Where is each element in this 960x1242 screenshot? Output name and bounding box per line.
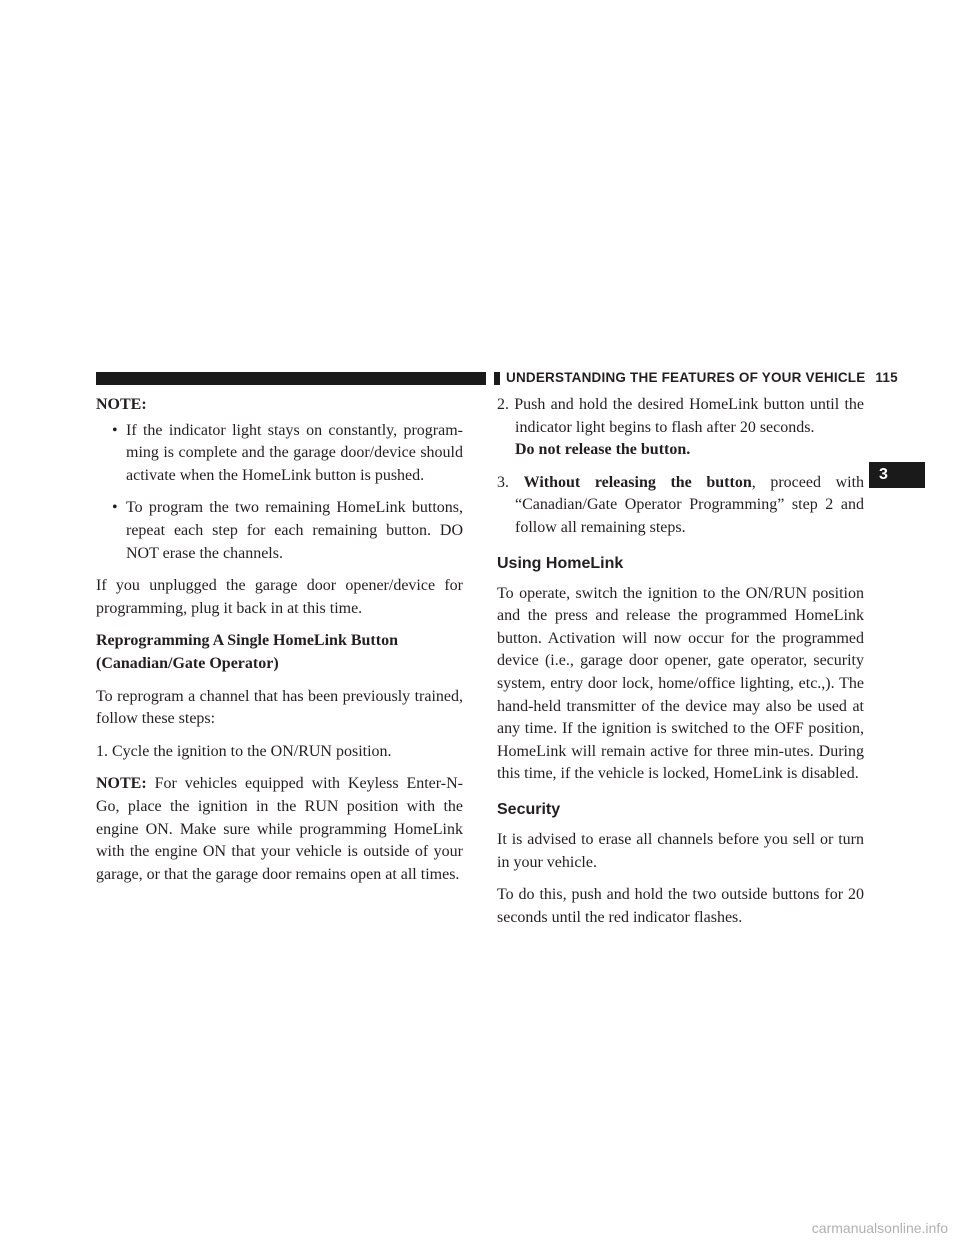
- security-heading: Security: [497, 800, 561, 818]
- left-column: [96, 394, 463, 896]
- step-2-bold: Do not release the button.: [515, 441, 691, 459]
- paragraph-reprogram: To reprogram a channel that has been previously trained, follow these steps:: [96, 687, 463, 728]
- paragraph-unplugged: If you unplugged the garage door opener/device for programming, plug it back in at this time.: [96, 577, 463, 617]
- note-bullet-list: [96, 420, 463, 566]
- running-header: [500, 367, 904, 389]
- subheading-line-2: (Canadian/Gate Operator): [96, 654, 279, 672]
- bullet-glyph: •: [112, 421, 118, 439]
- step-3-text: , proceed with “Canadian/Gate Operator Programming” step 2 and follow all remaining steps.: [515, 473, 865, 536]
- right-column: [497, 394, 864, 939]
- header-rule-left: [96, 372, 486, 385]
- security-paragraph-2: To do this, push and hold the two outside buttons for 20 seconds until the red indicator flashes.: [497, 886, 864, 926]
- step-1: 1. Cycle the ignition to the ON/RUN position.: [96, 742, 392, 760]
- step-3: [497, 472, 864, 540]
- page-number: 115: [875, 370, 898, 385]
- step-3-bold: Without releasing the button: [523, 473, 752, 491]
- header-title: UNDERSTANDING THE FEATURES OF YOUR VEHICLE: [506, 370, 866, 385]
- watermark-text: carmanualsonline.info: [811, 1220, 948, 1236]
- section-subheading: [96, 630, 463, 675]
- step-3-number: 3.: [497, 473, 524, 491]
- step-2: [497, 394, 864, 462]
- bullet-item: [112, 497, 463, 565]
- using-homelink-paragraph: To operate, switch the ignition to the ON/RUN position and the press and release the programmed HomeLink button. Activation will now occur for the programmed device (i.e., garage door opener, gate operator, security system, entry door lock, home/office lighting, etc.,). The hand-held transmitter of the device may also be used at any time. If the ignition is switched to the OFF position, HomeLink will remain active for three min-utes. During this time, if the vehicle is locked, HomeLink is disabled.: [497, 584, 864, 783]
- note-label: NOTE:: [96, 396, 147, 413]
- subheading-line-1: Reprogramming A Single HomeLink Button: [96, 632, 398, 650]
- chapter-tab: 3: [869, 462, 925, 488]
- step-2-text: 2. Push and hold the desired HomeLink button until the indicator light begins to flash after 20 seconds.: [497, 396, 864, 436]
- security-paragraph-1: It is advised to erase all channels before you sell or turn in your vehicle.: [497, 830, 864, 871]
- bullet-text: To program the two remaining HomeLink buttons, repeat each step for each remaining button. DO NOT erase the channels.: [126, 499, 463, 562]
- using-homelink-heading: Using HomeLink: [497, 554, 624, 572]
- bullet-text: If the indicator light stays on constantly, program-ming is complete and the garage door/device should activate when the HomeLink button is pushed.: [126, 421, 463, 484]
- bullet-glyph: •: [112, 499, 118, 517]
- note-label-inline: NOTE:: [96, 775, 147, 793]
- note-text: For vehicles equipped with Keyless Enter-N-Go, place the ignition in the RUN position with the engine ON. Make sure while programming HomeLink with the engine ON that your vehicle is outside of your garage, or that the garage door remains open at all times.: [96, 775, 463, 883]
- note-paragraph: [96, 773, 463, 886]
- bullet-item: [112, 420, 463, 488]
